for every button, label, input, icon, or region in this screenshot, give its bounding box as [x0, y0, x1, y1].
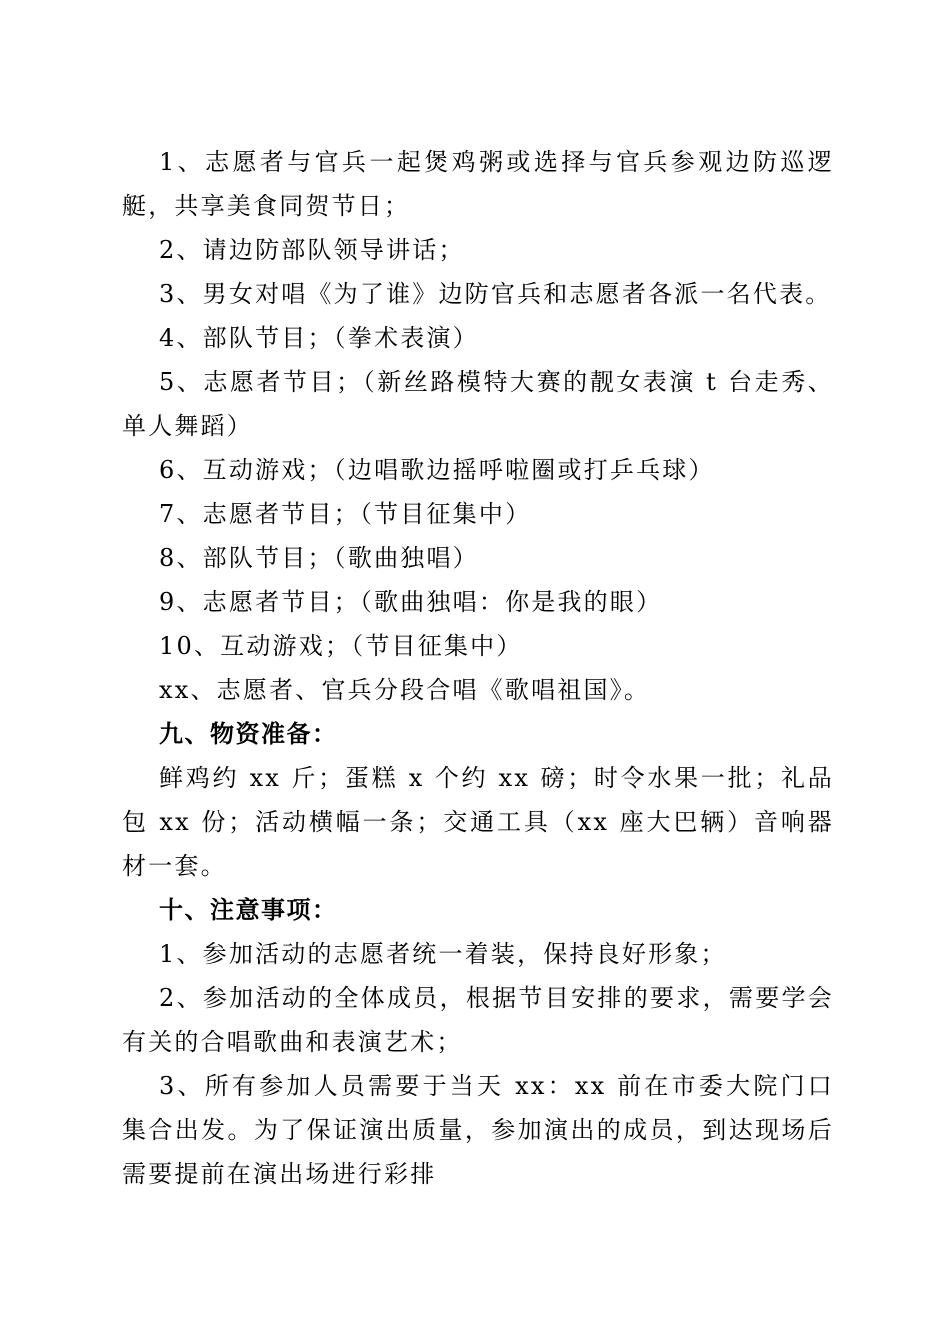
program-item-9: 9、志愿者节目；（歌曲独唱：你是我的眼） — [159, 588, 663, 616]
section-heading-supplies: 九、物资准备： — [159, 720, 338, 748]
program-item-8: 8、部队节目；（歌曲独唱） — [159, 544, 479, 572]
program-item-finale: xx、志愿者、官兵分段合唱《歌唱祖国》。 — [159, 676, 651, 704]
section-heading-notes: 十、注意事项： — [159, 896, 338, 924]
program-item-5: 5、志愿者节目；（新丝路模特大赛的靓女表演 t 台走秀、单人舞蹈） — [122, 368, 834, 440]
program-item-2: 2、请边防部队领导讲话； — [159, 236, 465, 264]
program-item-6: 6、互动游戏；（边唱歌边摇呼啦圈或打乒乓球） — [159, 456, 715, 484]
document-body — [122, 140, 834, 1196]
note-item-2: 2、参加活动的全体成员，根据节目安排的要求，需要学会有关的合唱歌曲和表演艺术； — [122, 984, 834, 1056]
supplies-list: 鲜鸡约 xx 斤；蛋糕 x 个约 xx 磅；时令水果一批；礼品包 xx 份；活动横幅一条；交通工具（xx 座大巴辆）音响器材一套。 — [122, 764, 834, 880]
program-item-10: 10、互动游戏；（节目征集中） — [159, 632, 523, 660]
program-item-7: 7、志愿者节目；（节目征集中） — [159, 500, 532, 528]
note-item-1: 1、参加活动的志愿者统一着装，保持良好形象； — [159, 940, 727, 968]
program-item-3: 3、男女对唱《为了谁》边防官兵和志愿者各派一名代表。 — [159, 280, 832, 308]
note-item-3: 3、所有参加人员需要于当天 xx：xx 前在市委大院门口集合出发。为了保证演出质量，参加演出的成员，到达现场后需要提前在演出场进行彩排 — [122, 1072, 834, 1188]
program-item-1: 1、志愿者与官兵一起煲鸡粥或选择与官兵参观边防巡逻艇，共享美食同贺节日； — [122, 148, 834, 220]
program-item-4: 4、部队节目；（拳术表演） — [159, 324, 479, 352]
